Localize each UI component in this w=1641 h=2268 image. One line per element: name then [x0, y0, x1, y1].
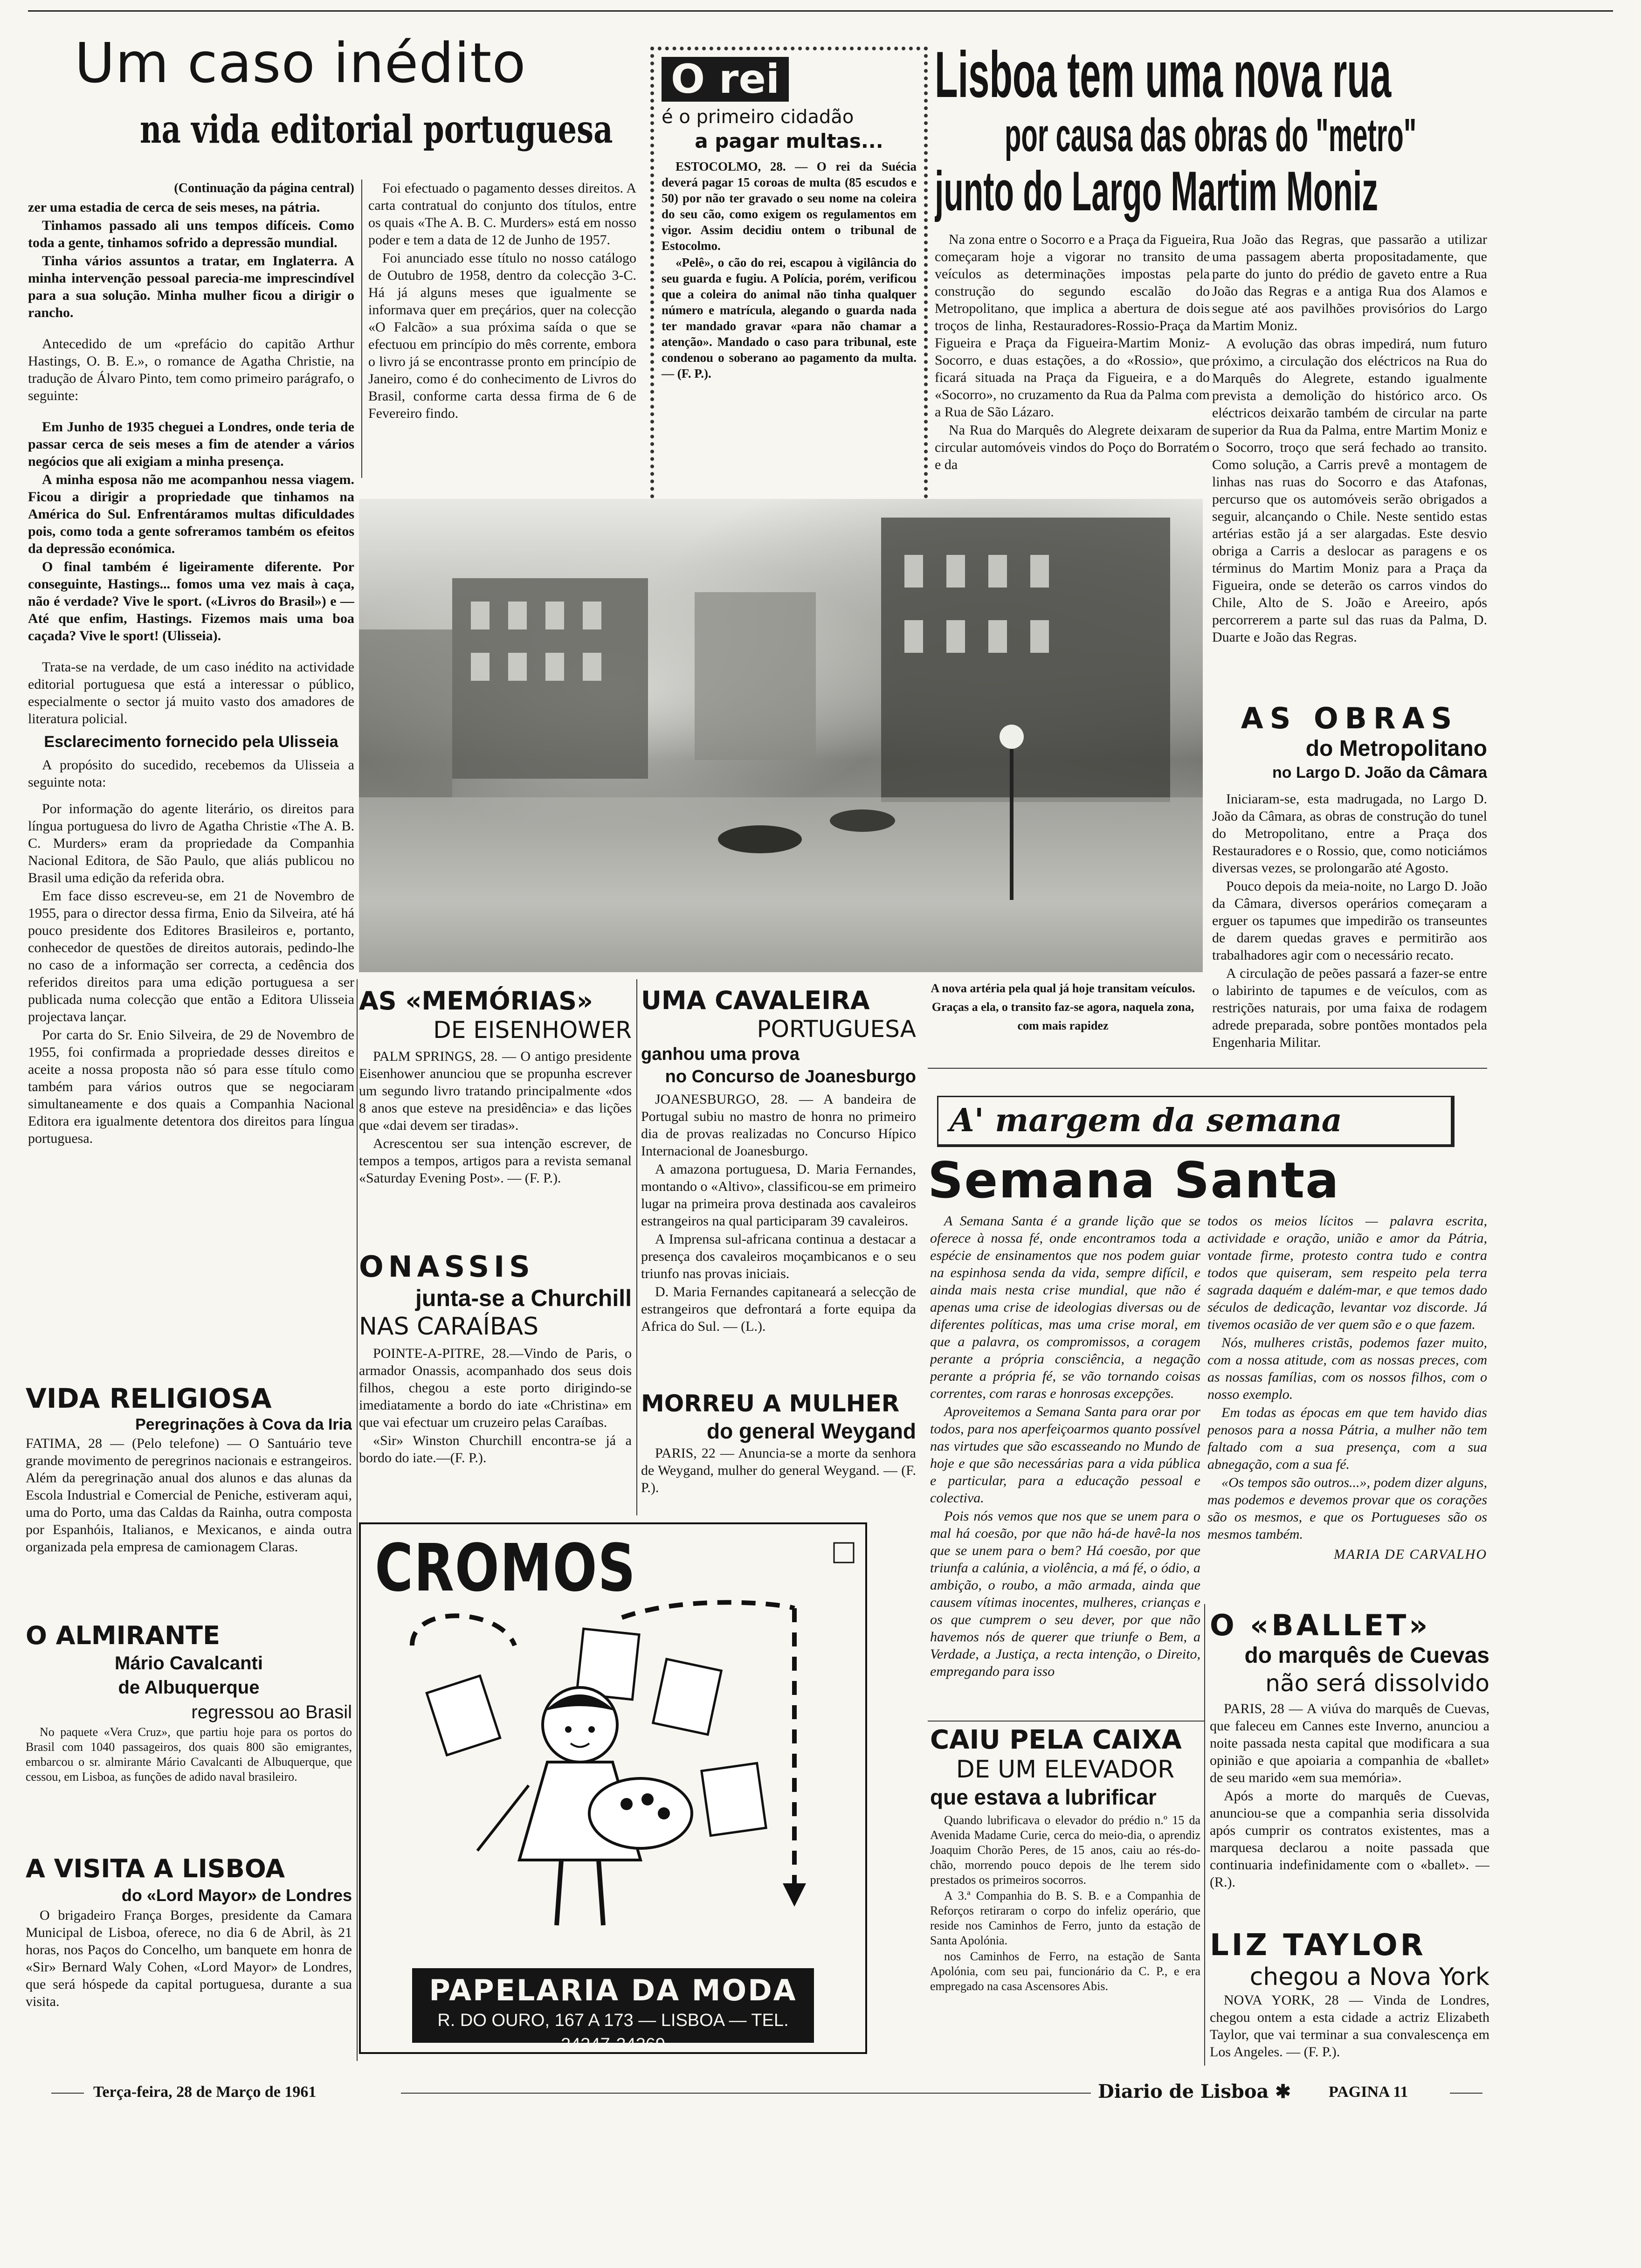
caiu-sub-1: DE UM ELEVADOR: [956, 1756, 1175, 1784]
cavaleira-para-b: A amazona portuguesa, D. Maria Fernandes, montando o «Altivo», classificou-se em primeiro lugar na primeira prova destinada aos cavaleiros estrangeiros na qual participaram 39 cavaleiros.: [641, 1162, 916, 1229]
obras-para-c: A circulação de peões passará a fazer-se entre o labirinto de tapumes e de veículos, com as restrições naturais, por uma faixa de rodagem adrede preparada, sobre pontões montados pela Engenharia Militar.: [1212, 966, 1487, 1050]
rei-deck-2: a pagar multas...: [695, 130, 883, 152]
onassis-para-a: POINTE-A-PITRE, 28.—Vindo de Paris, o armador Onassis, acompanhado dos seus dois filhos, chegou a este porto dirigindo-se imediatamente a bordo do iate «Christina» em que vai efectuar um cruzeiro pelas Caraíbas.: [359, 1346, 632, 1430]
liz-sub: chegou a Nova York: [1249, 1963, 1489, 1991]
ad-banner: [412, 1968, 814, 2054]
morreu-sub: do general Weygand: [706, 1419, 916, 1443]
left-para-a: zer uma estadia de cerca de seis meses, na pátria.: [28, 200, 320, 215]
left-para-j: Por informação do agente literário, os direitos para língua portuguesa do livro de Agatha Christie «The A. B. C. Murders» eram da propriedade da Companhia Nacional Editora, de São Paulo, que aliás publicou no Brasil uma edição da referida obra.: [28, 801, 354, 885]
almirante: [26, 1620, 352, 1839]
street-photo: [359, 499, 1203, 972]
continuation-note: (Continuação da página central): [174, 181, 354, 195]
memorias: [359, 986, 632, 1247]
left-column-text: [28, 180, 354, 1378]
obras-sub-1: do Metropolitano: [1305, 736, 1487, 761]
vida-para: FATIMA, 28 — (Pelo telefone) — O Santuário teve grande movimento de peregrinos nacionais e estrangeiros. Além da peregrinação anual dos alunos e das alunas da Escola Industrial e Comercial de Peniche, estiveram aqui, uma do Porto, uma das Caldas da Rainha, outra composta por Espanhóis, Italianos, e Mexicanos, e ainda outra organizada pela empresa de camionagem Claras.: [26, 1436, 352, 1555]
rule-mid-cavaleira: [636, 979, 637, 1515]
left-para-f: A minha esposa não me acompanhou nessa viagem. Ficou a dirigir a propriedade que tinhamos na América do Sul. Enfrentáramos multas dificuldades pois, como toda a gente sofreramos também os efeitos da depressão económica.: [28, 472, 354, 556]
lisboa-head-1: Lisboa tem uma nova rua: [935, 40, 1392, 111]
ad-illustration: [361, 1524, 865, 1967]
onassis-sub-2: NAS CARAÍBAS: [359, 1313, 539, 1341]
almirante-sub-2: de Albuquerque: [118, 1677, 260, 1698]
lisboa-col-a: [935, 231, 1210, 497]
left-para-c: Tinha vários assuntos a tratar, em Inglaterra. A minha intervenção pessoal parecia-me imprescindível para a sua solução. Minha mulher ficou a dirigir o rancho.: [28, 253, 354, 320]
almirante-sub-3: regressou ao Brasil: [191, 1702, 352, 1722]
ad-address: R. DO OURO, 167 A 173 — LISBOA — TEL. 24347-24269: [437, 2011, 789, 2054]
col2-text: [368, 180, 636, 497]
left-para-g: O final também é ligeiramente diferente. Por conseguinte, Hastings... fomos uma vez mais à caça, não é verdade? Vive le sport. («Livros do Brasil») e — Até que enfim, Hastings. Fizemos mais uma boa caçada? Vive le sport! (Ulisseia).: [28, 559, 354, 643]
footer-rule-left: [51, 2093, 84, 2094]
lisboa-col-b: [1212, 231, 1487, 702]
margem-author: MARIA DE CARVALHO: [1334, 1547, 1487, 1562]
lisboa-para-b: Na Rua do Marquês do Alegrete deixaram de circular automóveis vindos do Poço do Borratém e da: [935, 422, 1210, 472]
lisboa-head-3: junto do Largo Martim Moniz: [935, 160, 1379, 222]
caiu-para-b: A 3.ª Companhia do B. S. B. e a Companhia de Reforços retiraram o corpo do infeliz operário, que reside nos Caminhos de Ferro, junto da estação de Santa Apolónia.: [930, 1889, 1200, 1947]
vida-religiosa: [26, 1383, 352, 1606]
top-rule: [28, 10, 1613, 12]
footer-rule-mid: [401, 2093, 1091, 2094]
cavaleira-sub-3: no Concurso de Joanesburgo: [665, 1067, 916, 1086]
caiu: [930, 1725, 1200, 2066]
ballet-sub-2: não será dissolvido: [1265, 1670, 1489, 1697]
morreu-para: PARIS, 22 — Anuncia-se a morte da senhora de Weygand, mulher do general Weygand. — (F. P.).: [641, 1445, 916, 1495]
obras-para-b: Pouco depois da meia-noite, no Largo D. João da Câmara, diversos operários começaram a erguer os tapumes que impedirão os transeuntes de darem quedas graves e permitirão aos trabalhadores agir com o necessário recato.: [1212, 878, 1487, 963]
ballet-sub-1: do marquês de Cuevas: [1244, 1643, 1489, 1668]
margem-para-b: Aproveitemos a Semana Santa para orar por todos, para nos aperfeiçoarmos quanto possível nas virtudes que são escasseando no Mundo de hoje e que são necessárias para a vida pública e particular, para a educação pessoal e colectiva.: [930, 1404, 1200, 1506]
rule-left-col2: [361, 180, 362, 478]
rule-margem-top: [928, 1068, 1487, 1069]
rei-title: O rei: [662, 57, 789, 102]
footer-star-icon: ✱: [1275, 2081, 1291, 2102]
lisboa-headline-block: [935, 40, 1489, 226]
lisboa-para-c: Rua João das Regras, que passarão a utilizar uma passagem aberta propositadamente, que parte do junto do prédio de gaveto entre a Rua João das Regras e a antiga Rua dos Alamos e segue até aos pavilhões provisórios do Largo Martim Moniz.: [1212, 232, 1487, 333]
lisboa-para-a: Na zona entre o Socorro e a Praça da Figueira, começaram hoje a vigorar no transito de veículos as determinações impostas pela construção do segundo escalão do Metropolitano, que implica a abertura de dois troços de linha, Restauradores-Rossio-Praça da Figueira e Praça da Figueira-Martim Moniz-Socorro, e duas estações, a do «Rossio», que ficará situada na Praça da Figueira, e a do «Socorro», no cruzamento da Rua da Palma com a Rua de São Lázaro.: [935, 232, 1210, 420]
almirante-title: O ALMIRANTE: [26, 1621, 221, 1650]
col2-para-b: Foi anunciado esse título no nosso catálogo de Outubro de 1958, dentro da colecção 3-C. Há já alguns meses que igualmente se informava quer em preçários, quer na colecção «O Falcão» a sua próxima saída o que se efectuou em princípio do mês corrente, embora o livro já se encontrasse pronto em princípio de Janeiro, como é do conhecimento de Livros do Brasil, conforme carta dessa firma de 6 de Fevereiro findo.: [368, 250, 636, 421]
left-headline-1: Um caso inédito: [75, 33, 526, 95]
left-para-d: Antecedido de um «prefácio do capitão Arthur Hastings, O. B. E.», o romance de Agatha Christie, na tradução de Álvaro Pinto, tem como primeiro parágrafo, o seguinte:: [28, 336, 354, 403]
onassis: [359, 1250, 632, 1529]
ballet-para-b: Após a morte do marquês de Cuevas, anunciou-se que a companhia seria dissolvida após cumprir os contratos existentes, mas a marquesa declarou a noite passada que continuaria indefinidamente com o «ballet». — (R.).: [1210, 1788, 1489, 1890]
cavaleira-para-d: D. Maria Fernandes capitaneará a selecção de estrangeiros que defrontará a forte equipa da Africa do Sul. — (L.).: [641, 1284, 916, 1334]
left-para-l: Por carta do Sr. Enio Silveira, de 29 de Novembro de 1955, foi confirmada a propriedade desses direitos e aceite a nossa proposta não só para esse título como também para vários outros que se negociaram simultaneamente e dos quais a Companhia Nacional Editora era igualmente detentora dos direitos para língua portuguesa.: [28, 1027, 354, 1146]
margem-label: A' margem da semana: [937, 1096, 1455, 1147]
visita-sub: do «Lord Mayor» de Londres: [121, 1886, 352, 1905]
liz-taylor: [1210, 1928, 1489, 2068]
col2-para-a: Foi efectuado o pagamento desses direitos. A carta contratual do conjunto dos títulos, entre os quais «The A. B. C. Murders» está em nosso poder e tem a data de 12 de Junho de 1957.: [368, 180, 636, 248]
margem-para-f: Em todas as épocas em que tem havido dias penosos para a nossa Pátria, a mulher não tem faltado com a sua presença, com a sua abnegação, com a sua fé.: [1207, 1405, 1487, 1472]
rei-body: [662, 159, 917, 381]
margem-para-c: Pois nós vemos que nos que se unem para o mal há coesão, por que não há-de havê-la nos que se unem para o bem? Há coesão, por que triunfa a calúnia, a violência, a má fé, o ódio, a ambição, o roubo, a mão armada, ainda que causem vítimas inocentes, mulheres, crianças e os que cumprem o seu dever, por que não havemos nós de querer que triunfe o Bem, a Verdade, a Justiça, a recta intenção, o Direito, empregando para isso: [930, 1508, 1200, 1679]
liz-para: NOVA YORK, 28 — Vinda de Londres, chegou ontem a esta cidade a actriz Elizabeth Taylor, que vai terminar a sua convalescença em Los Angeles. — (F. P.).: [1210, 1992, 1489, 2060]
rule-caiu-top: [928, 1721, 1205, 1722]
memorias-sub: DE EISENHOWER: [433, 1016, 632, 1044]
rei-deck-1: é o primeiro cidadão: [662, 106, 854, 128]
memorias-para-b: Acrescentou ser sua intenção escrever, de tempos a tempos, artigos para a revista semanal «Saturday Evening Post». — (F. P.).: [359, 1136, 632, 1186]
liz-title: LIZ TAYLOR: [1210, 1928, 1426, 1963]
memorias-para-a: PALM SPRINGS, 28. — O antigo presidente Eisenhower anunciou que se propunha escrever um segundo livro tratando principalmente «dos 8 anos que esteve na presidência» e das lições que «dai devem ser tiradas».: [359, 1049, 632, 1133]
footer-paper-name: Diario de Lisboa: [1098, 2081, 1269, 2102]
margem-para-d: todos os meios lícitos — palavra escrita, actividade e oração, união e amor da Pátria, vontade firme, protesto contra tudo e contra todos que quiseram, sem respeito pela terra sagrada daquém e dalém-mar, e que temos dado séculos de dedicação, levantar voz discorde. Já tivemos ocasião de ver quem são e o que fazem.: [1207, 1213, 1487, 1332]
left-para-i: A propósito do sucedido, recebemos da Ulisseia a seguinte nota:: [28, 757, 354, 790]
visita-title: A VISITA A LISBOA: [26, 1854, 285, 1883]
memorias-title: AS «MEMÓRIAS»: [359, 986, 593, 1016]
cavaleira-para-a: JOANESBURGO, 28. — A bandeira de Portugal subiu no mastro de honra no primeiro dia de provas realizadas no Concurso Hípico Internacional de Joanesburgo.: [641, 1092, 916, 1159]
margem-col-a: [930, 1212, 1200, 1716]
rei-box: [650, 47, 928, 506]
caiu-title: CAIU PELA CAIXA: [930, 1725, 1182, 1755]
left-headline-2: na vida editorial portuguesa: [140, 107, 613, 152]
obras-para-a: Iniciaram-se, esta madrugada, no Largo D. João da Câmara, as obras de construção do tunel do Metropolitano, entre a Praça dos Restauradores e o Rossio, que, como noticiámos diversas vezes, se prolongarão até Agosto.: [1212, 791, 1487, 876]
morreu-title: MORREU A MULHER: [641, 1390, 900, 1417]
obras-sub-2: no Largo D. João da Câmara: [1272, 764, 1487, 781]
cavaleira-title: UMA CAVALEIRA: [641, 986, 870, 1015]
footer-paper: [1098, 2079, 1322, 2105]
caiu-sub-2: que estava a lubrificar: [930, 1785, 1157, 1809]
ad-shop: PAPELARIA DA MODA: [429, 1973, 797, 2007]
visita-lisboa: [26, 1853, 352, 2066]
left-para-e: Em Junho de 1935 cheguei a Londres, onde teria de passar cerca de seis meses a fim de atender a vários negócios que ali exigiam a minha presença.: [28, 419, 354, 469]
vida-title: VIDA RELIGIOSA: [26, 1383, 272, 1414]
lisboa-head-2: por causa das obras do "metro": [1005, 109, 1417, 161]
left-para-h: Trata-se na verdade, de um caso inédito na actividade editorial portuguesa que está a interessar o público, especialmente o sector já muito vasto dos amadores de literatura policial.: [28, 659, 354, 726]
left-subhead: Esclarecimento fornecido pela Ulisseia: [44, 733, 338, 751]
margem-para-a: A Semana Santa é a grande lição que se oferece à nossa fé, onde encontramos toda a espécie de ensinamentos que nos podem guiar na espinhosa senda da vida, sempre difícil, e ainda mais nesta crise mundial, que não é apenas uma crise de ideologias diversas ou de diferentes políticas, mas uma crise moral, em que a palavra, os compromissos, a coragem perante a própria consciência, a negação perante a própria fé, se vão tornando coisas correntes, com raras e honrosas excepções.: [930, 1213, 1200, 1401]
vida-sub: Peregrinações à Cova da Iria: [135, 1416, 352, 1433]
cavaleira-sub-2: ganhou uma prova: [641, 1044, 800, 1064]
margem-col-b: [1207, 1212, 1487, 1599]
onassis-para-b: «Sir» Winston Churchill encontra-se já a bordo do iate.—(F. P.).: [359, 1433, 632, 1466]
footer-date: Terça-feira, 28 de Março de 1961: [93, 2083, 317, 2101]
left-para-k: Em face disso escreveu-se, em 21 de Novembro de 1955, para o director dessa firma, Enio da Silveira, até há pouco presidente dos Editores Brasileiros e, portanto, conhecedor de questões de direitos autorais, pedindo-lhe no caso de a informação ser correcta, a cedência dos referidos direitos para uma edição portuguesa a ser publicada numa colecção que então a Editora Ulisseia projectava lançar.: [28, 888, 354, 1024]
morreu: [641, 1390, 916, 1511]
margem-title: Semana Santa: [928, 1152, 1340, 1209]
rule-ballet: [1204, 1604, 1205, 2066]
cavaleira-para-c: A Imprensa sul-africana continua a destacar a presença dos cavaleiros moçambicanos e o seu triunfo nas provas iniciais.: [641, 1231, 916, 1281]
caiu-para-c: nos Caminhos de Ferro, na estação de Santa Apolónia, com seu pai, funcionário da C. P., e era empregado na casa Ascensores Abis.: [930, 1950, 1200, 1993]
onassis-title: ONASSIS: [359, 1250, 535, 1284]
ballet: [1210, 1609, 1489, 1926]
margem-para-g: «Os tempos são outros...», podem dizer alguns, mas podemos e devemos provar que os corações são os mesmos, e que os Portugueses são os mesmos também.: [1207, 1475, 1487, 1542]
ad-title: CROMOS: [375, 1530, 636, 1606]
onassis-sub-1: junta-se a Churchill: [415, 1285, 632, 1311]
cromos-ad: [359, 1522, 867, 2054]
left-para-b: Tinhamos passado ali uns tempos difíceis. Como toda a gente, tinhamos sofrido a depressão mundial.: [28, 218, 354, 250]
almirante-para: No paquete «Vera Cruz», que partiu hoje para os portos do Brasil com 1040 passageiros, dos quais 800 são emigrantes, embarcou o sr. almirante Mário Cavalcanti de Albuquerque, que cessou, em Lisboa, as funções de adido naval brasileiro.: [26, 1725, 352, 1784]
obras-title: AS OBRAS: [1241, 702, 1459, 735]
footer-rule-right: [1450, 2093, 1482, 2094]
cavaleira: [641, 986, 916, 1387]
rei-para-a: ESTOCOLMO, 28. — O rei da Suécia deverá pagar 15 coroas de multa (85 escudos e 50) por não ter gravado o seu nome na coleira do seu cão, como exigem os regulamentos em vigor. Assim decidiu ontem o tribunal de Estocolmo.: [662, 159, 917, 253]
almirante-sub-1: Mário Cavalcanti: [115, 1653, 263, 1673]
rei-para-b: «Pelê», o cão do rei, escapou à vigilância do seu guarda e fugiu. A Polícia, porém, verificou que a coleira do animal não tinha qualquer número e matrícula, alegando o guarda nada ter mandado gravar «para não chamar a atenção». Mandado o caso para tribunal, este condenou o soberano ao pagamento da multa. — (F. P.).: [662, 256, 917, 380]
obras-heading: [1212, 702, 1487, 788]
caiu-para-a: Quando lubrificava o elevador do prédio n.º 15 da Avenida Madame Curie, cerca do meio-dia, o aprendiz Joaquim Chorão Peres, de 15 anos, caiu ao rés-do-chão, morrendo pouco depois de lhe terem sido prestados os primeiros socorros.: [930, 1813, 1200, 1887]
photo-illustration: [359, 499, 1203, 972]
footer-page: PAGINA 11: [1329, 2083, 1408, 2101]
margem-para-e: Nós, mulheres cristãs, podemos fazer muito, com a nossa atitude, com as nossas preces, com as nossas famílias, com os nossos filhos, com o nosso exemplo.: [1207, 1335, 1487, 1402]
obras-text: [1212, 790, 1487, 1084]
cavaleira-sub-1: PORTUGUESA: [757, 1016, 916, 1043]
rule-left-mid: [357, 979, 358, 2061]
ballet-para-a: PARIS, 28 — A viúva do marquês de Cuevas, que faleceu em Cannes este Inverno, anunciou a noite passada nesta capital que modificara a sua opinião e que apoiaria a companhia de «ballet» de seu marido «em sua memória».: [1210, 1701, 1489, 1785]
visita-para: O brigadeiro França Borges, presidente da Camara Municipal de Lisboa, oferece, no dia 6 de Abril, às 21 horas, nos Paços do Concelho, um banquete em honra de «Sir» Bernard Waly Cohen, «Lord Mayor» de Londres, que será hóspede da capital portuguesa, durante a sua visita.: [26, 1908, 352, 2009]
left-headline-block: [75, 33, 648, 191]
lisboa-para-d: A evolução das obras impedirá, num futuro próximo, a circulação dos eléctricos na Rua do Marquês do Alegrete, estando igualmente prevista a demolição do histórico arco. Os eléctricos deixarão também de circular na parte superior da Rua da Palma, entre Martim Moniz e o Socorro, troço que será fechado ao transito. Como solução, a Carris prevê a montagem de linhas nas ruas do Socorro e das Atafonas, percurso que os automóveis serão obrigados a seguir, alcançando o Chile. Neste sentido estas artérias estão já a ser alargadas. Este desvio obriga a Carris a deslocar as paragens e os términus do Martim Moniz para a Praça da Figueira, onde se deterão os carros vindos do Chile, Alto de S. João e Areeiro, após percorrerem a parte sul das ruas da Palma, D. Duarte e João das Regras.: [1212, 336, 1487, 645]
ballet-title: O «BALLET»: [1210, 1609, 1431, 1642]
photo-caption: A nova artéria pela qual já hoje transitam veículos. Graças a ela, o transito faz-se agora, naquela zona, com mais rapidez: [931, 982, 1195, 1032]
